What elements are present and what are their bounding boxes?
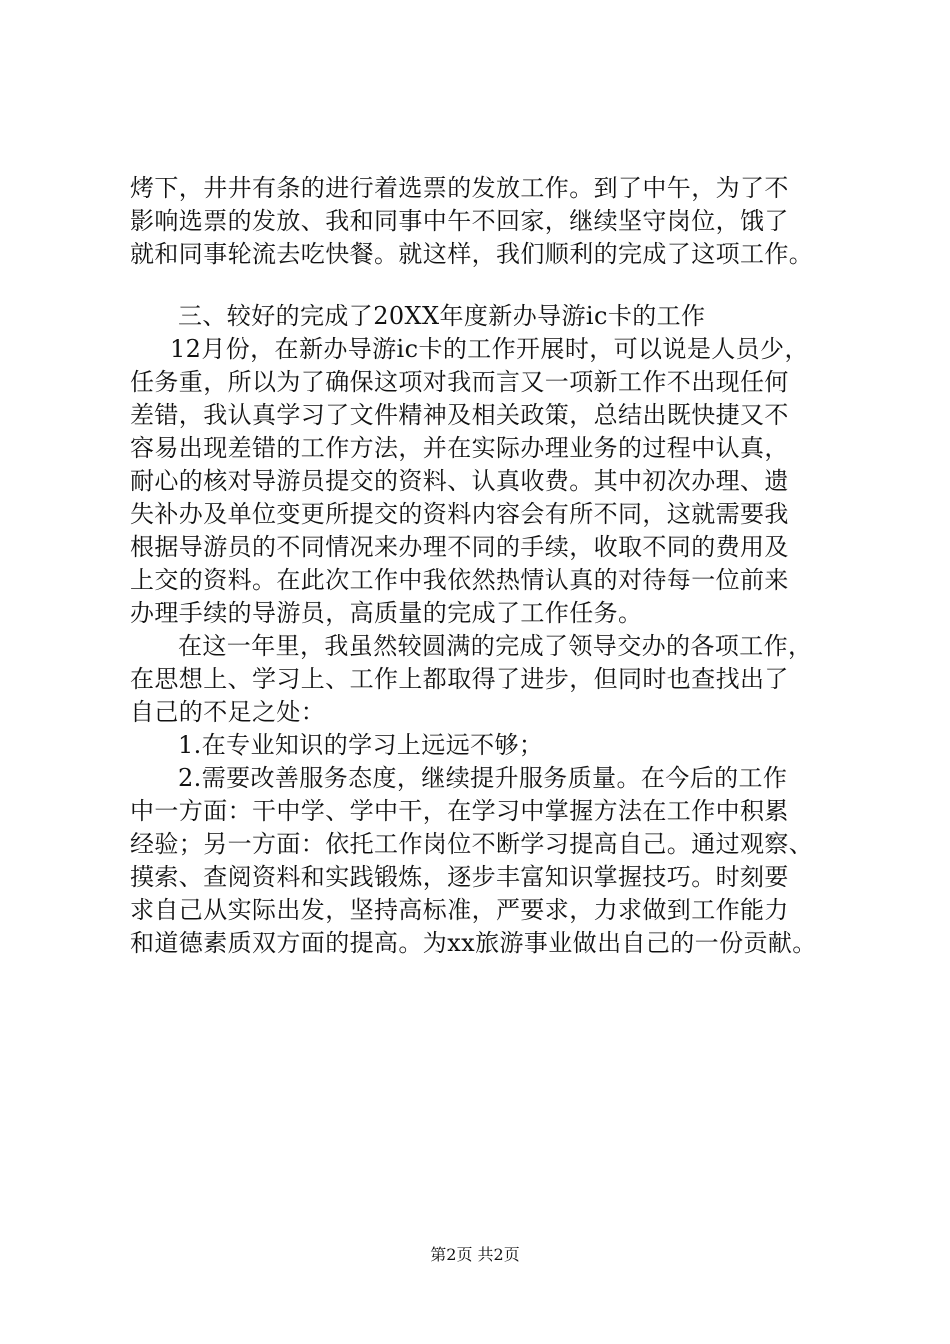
text-line: 烤下，井井有条的进行着选票的发放工作。到了中午，为了不 xyxy=(130,174,789,202)
paragraph-continuation xyxy=(130,172,850,271)
paragraph-ic-card-work xyxy=(130,333,850,630)
paragraph-year-summary xyxy=(130,630,850,729)
text-line: 2.需要改善服务态度，继续提升服务质量。在今后的工作 xyxy=(178,764,788,792)
document-body xyxy=(130,172,850,960)
text-line: 自己的不足之处： xyxy=(130,698,326,726)
text-line: 经验；另一方面：依托工作岗位不断学习提高自己。通过观察、 xyxy=(130,830,814,858)
text-line: 耐心的核对导游员提交的资料、认真收费。其中初次办理、遗 xyxy=(130,467,789,495)
text-line: 和道德素质双方面的提高。为xx旅游事业做出自己的一份贡献。 xyxy=(130,929,817,957)
list-item xyxy=(130,762,850,960)
text-line: 就和同事轮流去吃快餐。就这样，我们顺利的完成了这项工作。 xyxy=(130,240,814,268)
text-line: 在这一年里，我虽然较圆满的完成了领导交办的各项工作， xyxy=(178,632,813,660)
text-line: 中一方面：干中学、学中干，在学习中掌握方法在工作中积累 xyxy=(130,797,789,825)
section-heading: 三、较好的完成了20XX年度新办导游ic卡的工作 xyxy=(178,302,706,330)
text-line: 失补办及单位变更所提交的资料内容会有所不同，这就需要我 xyxy=(130,500,789,528)
text-line: 影响选票的发放、我和同事中午不回家，继续坚守岗位，饿了 xyxy=(130,207,789,235)
text-line: 上交的资料。在此次工作中我依然热情认真的对待每一位前来 xyxy=(130,566,789,594)
text-line: 办理手续的导游员，高质量的完成了工作任务。 xyxy=(130,599,643,627)
text-line: 12月份，在新办导游ic卡的工作开展时，可以说是人员少， xyxy=(170,335,809,363)
text-line: 根据导游员的不同情况来办理不同的手续，收取不同的费用及 xyxy=(130,533,789,561)
paragraph-gap xyxy=(130,271,850,300)
text-line: 任务重，所以为了确保这项对我而言又一项新工作不出现任何 xyxy=(130,368,789,396)
text-line: 容易出现差错的工作方法，并在实际办理业务的过程中认真， xyxy=(130,434,789,462)
page-number-footer: 第2页 共2页 xyxy=(430,1245,520,1264)
text-line: 摸索、查阅资料和实践锻炼，逐步丰富知识掌握技巧。时刻要 xyxy=(130,863,789,891)
text-line: 差错，我认真学习了文件精神及相关政策，总结出既快捷又不 xyxy=(130,401,789,429)
text-line: 求自己从实际出发，坚持高标准，严要求，力求做到工作能力 xyxy=(130,896,789,924)
text-line: 在思想上、学习上、工作上都取得了进步，但同时也查找出了 xyxy=(130,665,789,693)
list-item: 1.在专业知识的学习上远远不够； xyxy=(178,731,544,759)
